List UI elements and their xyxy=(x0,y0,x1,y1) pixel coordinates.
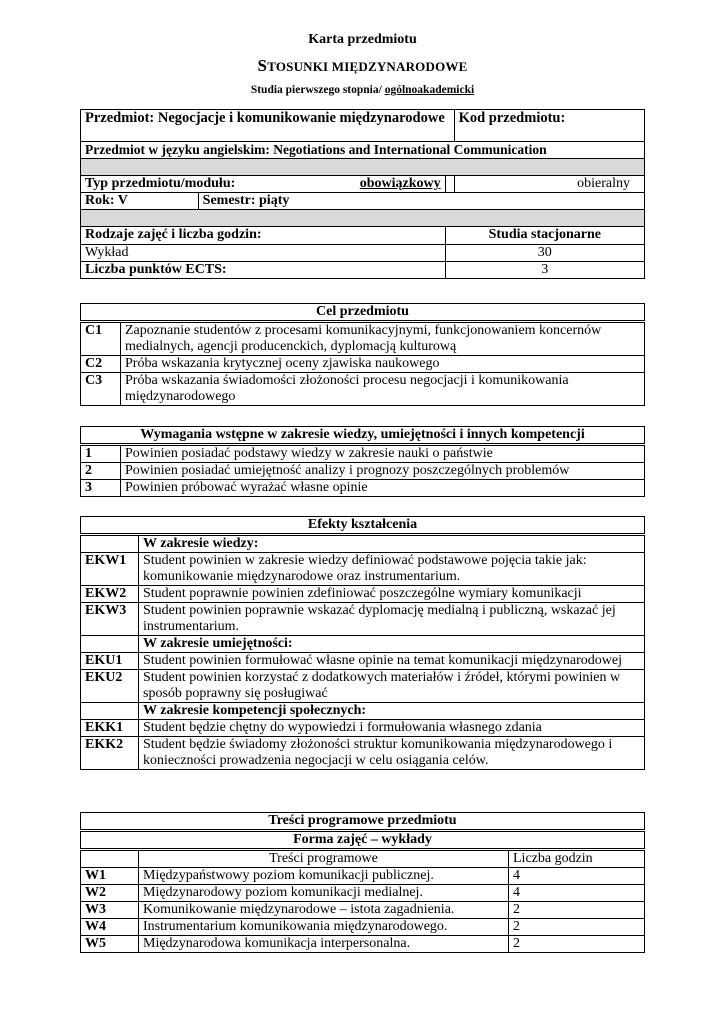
study-mode-cell: Studia stacjonarne xyxy=(445,227,644,245)
requirements-table xyxy=(80,426,645,497)
gray-separator xyxy=(81,159,645,176)
content-text: Komunikowanie międzynarodowe – istota zagadnienia. xyxy=(139,902,509,919)
content-code: W5 xyxy=(81,936,139,953)
module-type-optional: obieralny xyxy=(454,176,644,193)
module-type-label: Typ przedmiotu/modułu: xyxy=(85,176,236,191)
goal-text: Zapoznanie studentów z procesami komunikacyjnymi, funkcjonowaniem koncernów medialnych, agencji producenckich, dyplomacją kulturową xyxy=(121,322,645,356)
subject-heading-initial: S xyxy=(257,56,268,75)
content-code: W3 xyxy=(81,902,139,919)
requirement-code: 2 xyxy=(81,463,121,480)
table-row xyxy=(81,603,645,636)
content-text: Międzynarodowa komunikacja interpersonalna. xyxy=(139,936,509,953)
content-hours: 2 xyxy=(509,936,645,953)
goal-text: Próba wskazania świadomości złożoności procesu negocjacji i komunikowania międzynarodowego xyxy=(121,373,645,406)
requirement-code: 3 xyxy=(81,480,121,497)
goal-code: C3 xyxy=(81,373,121,406)
content-hours: 2 xyxy=(509,902,645,919)
content-text: Instrumentarium komunikowania międzynarodowego. xyxy=(139,919,509,936)
subject-heading xyxy=(0,56,725,76)
outcome-code: EKW1 xyxy=(81,553,139,586)
document-title: Karta przedmiotu xyxy=(308,32,417,47)
table-row xyxy=(81,885,645,902)
table-row xyxy=(81,586,645,603)
outcome-text: Student będzie chętny do wypowiedzi i formułowania własnego zdania xyxy=(139,720,645,737)
table-row xyxy=(81,720,645,737)
table-row xyxy=(81,670,645,703)
subject-code-cell: Kod przedmiotu: xyxy=(454,110,644,142)
requirement-text: Powinien posiadać podstawy wiedzy w zakresie nauki o państwie xyxy=(121,445,645,463)
table-row xyxy=(81,480,645,497)
content-code: W1 xyxy=(81,868,139,885)
requirement-text: Powinien posiadać umiejętność analizy i prognozy poszczególnych problemów xyxy=(121,463,645,480)
goals-heading: Cel przedmiotu xyxy=(81,304,645,322)
outcome-code: EKW2 xyxy=(81,586,139,603)
table-row xyxy=(81,737,645,770)
content-code: W2 xyxy=(81,885,139,902)
study-level-prefix: Studia pierwszego stopnia/ xyxy=(250,84,385,96)
content-table xyxy=(80,812,645,953)
study-level xyxy=(0,84,725,96)
content-column-header: Treści programowe xyxy=(139,850,509,868)
outcome-code: EKW3 xyxy=(81,603,139,636)
classes-label-cell: Rodzaje zajęć i liczba godzin: xyxy=(81,227,446,245)
ects-label-cell: Liczba punktów ECTS: xyxy=(81,262,446,279)
requirements-heading: Wymagania wstępne w zakresie wiedzy, umiejętności i innych kompetencji xyxy=(81,427,645,445)
goal-text: Próba wskazania krytycznej oceny zjawiska naukowego xyxy=(121,356,645,373)
outcomes-table xyxy=(80,516,645,770)
goals-table xyxy=(80,303,645,406)
table-row xyxy=(81,463,645,480)
lecture-hours-cell: 30 xyxy=(445,245,644,262)
table-row xyxy=(81,653,645,670)
content-hours: 4 xyxy=(509,868,645,885)
year-cell: Rok: V xyxy=(81,193,199,210)
requirement-text: Powinien próbować wyrażać własne opinie xyxy=(121,480,645,497)
english-name-cell: Przedmiot w języku angielskim: Negotiations and International Communication xyxy=(81,142,645,159)
outcome-text: Student powinien w zakresie wiedzy definiować podstawowe pojęcia takie jak: komunikowanie międzynarodowe oraz instrumentarium. xyxy=(139,553,645,586)
social-heading: W zakresie kompetencji społecznych: xyxy=(139,703,645,720)
subject-info-table xyxy=(80,109,645,279)
ects-value-cell: 3 xyxy=(445,262,644,279)
outcome-text: Student poprawnie powinien zdefiniować poszczególne wymiary komunikacji xyxy=(139,586,645,603)
module-type-cell xyxy=(81,176,446,193)
outcome-code: EKU1 xyxy=(81,653,139,670)
module-type-mandatory: obowiązkowy xyxy=(359,176,441,191)
semester-cell: Semestr: piąty xyxy=(198,193,644,210)
outcome-code: EKK1 xyxy=(81,720,139,737)
outcomes-heading: Efekty kształcenia xyxy=(81,517,645,535)
content-hours: 4 xyxy=(509,885,645,902)
outcome-text: Student powinien poprawnie wskazać dyplomację medialną i publiczną, wskazać jej instrumentarium. xyxy=(139,603,645,636)
lecture-label-cell: Wykład xyxy=(81,245,446,262)
content-hours: 2 xyxy=(509,919,645,936)
content-text: Międzynarodowy poziom komunikacji medialnej. xyxy=(139,885,509,902)
goal-code: C2 xyxy=(81,356,121,373)
gray-separator xyxy=(81,210,645,227)
table-row xyxy=(81,373,645,406)
table-row xyxy=(81,868,645,885)
subject-heading-rest: TOSUNKI MIĘDZYNARODOWE xyxy=(267,59,468,74)
outcome-text: Student będzie świadomy złożoności struktur komunikowania międzynarodowego i konieczności prowadzenia negocjacji w celu osiągania celów. xyxy=(139,737,645,770)
table-row xyxy=(81,356,645,373)
table-row xyxy=(81,322,645,356)
study-profile: ogólnoakademicki xyxy=(384,84,475,96)
table-row xyxy=(81,553,645,586)
skills-heading: W zakresie umiejętności: xyxy=(139,636,645,653)
table-row xyxy=(81,919,645,936)
outcome-text: Student powinien formułować własne opinie na temat komunikacji międzynarodowej xyxy=(139,653,645,670)
knowledge-heading: W zakresie wiedzy: xyxy=(139,535,645,553)
outcome-text: Student powinien korzystać z dodatkowych materiałów i źródeł, którymi powinien w sposób poprawny się posługiwać xyxy=(139,670,645,703)
content-code: W4 xyxy=(81,919,139,936)
table-row xyxy=(81,445,645,463)
content-subheading: Forma zajęć – wykłady xyxy=(81,831,645,850)
subject-name-cell: Przedmiot: Negocjacje i komunikowanie międzynarodowe xyxy=(81,110,455,142)
outcome-code: EKK2 xyxy=(81,737,139,770)
table-row xyxy=(81,936,645,953)
module-type-gap xyxy=(445,176,454,193)
outcome-code: EKU2 xyxy=(81,670,139,703)
requirement-code: 1 xyxy=(81,445,121,463)
goal-code: C1 xyxy=(81,322,121,356)
content-text: Międzypaństwowy poziom komunikacji publicznej. xyxy=(139,868,509,885)
content-heading: Treści programowe przedmiotu xyxy=(81,813,645,831)
hours-column-header: Liczba godzin xyxy=(509,850,645,868)
table-row xyxy=(81,902,645,919)
